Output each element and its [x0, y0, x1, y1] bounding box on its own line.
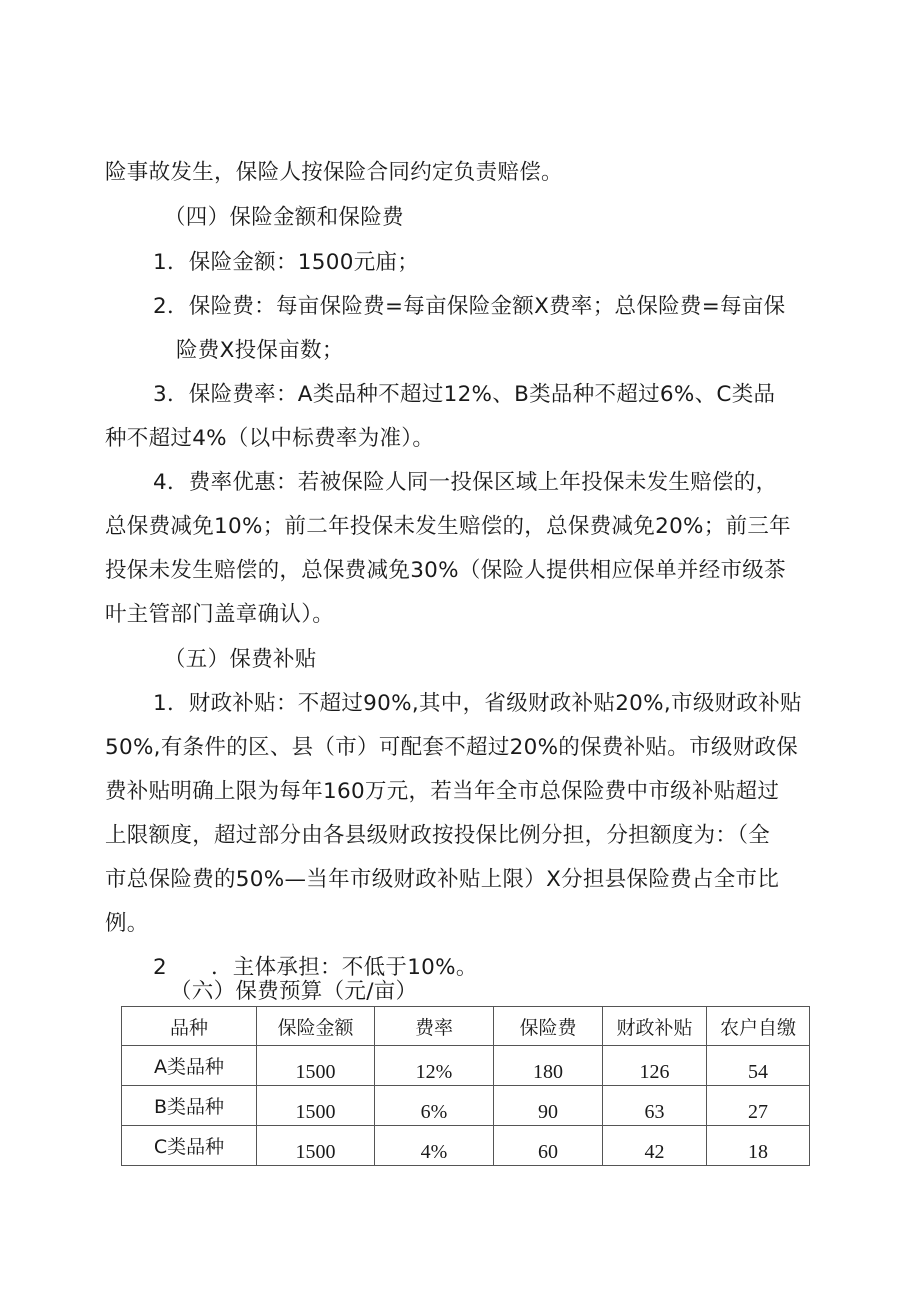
table-header-row: [122, 1007, 810, 1046]
cell-rate: 6%: [375, 1086, 494, 1126]
header-fiscal-subsidy: 财政补贴: [603, 1007, 707, 1046]
paragraph-line: 市总保险费的50%—当年市级财政补贴上限）X分担县保险费占全市比: [105, 867, 780, 892]
cell-rate: 4%: [375, 1126, 494, 1166]
cell-farmer-payment: 18: [707, 1126, 810, 1166]
paragraph-line: 种不超过4%（以中标费率为准）。: [105, 426, 435, 451]
cell-farmer-payment: 54: [707, 1046, 810, 1086]
cell-farmer-payment: 27: [707, 1086, 810, 1126]
section-heading-insurance-amount: （四）保险金额和保险费: [164, 205, 404, 230]
cell-insured-amount: 1500: [257, 1086, 375, 1126]
header-farmer-payment: 农户自缴: [707, 1007, 810, 1046]
cell-premium: 90: [494, 1086, 603, 1126]
paragraph-line: 例。: [105, 911, 149, 936]
paragraph-line: 1．财政补贴：不超过90%,其中，省级财政补贴20%,市级财政补贴: [153, 691, 802, 716]
cell-premium: 60: [494, 1126, 603, 1166]
cell-insured-amount: 1500: [257, 1126, 375, 1166]
paragraph-line: 3．保险费率：A类品种不超过12%、B类品种不超过6%、C类品: [153, 382, 776, 407]
cell-variety: B类品种: [122, 1086, 257, 1126]
paragraph-line: 2．保险费：每亩保险费=每亩保险金额X费率；总保险费=每亩保: [153, 294, 786, 319]
section-heading-premium-subsidy: （五）保费补贴: [164, 647, 317, 672]
paragraph-line: 50%,有条件的区、县（市）可配套不超过20%的保费补贴。市级财政保: [105, 735, 799, 760]
item2-number: 2: [153, 955, 167, 980]
table-row: [122, 1126, 810, 1166]
header-premium: 保险费: [494, 1007, 603, 1046]
header-variety: 品种: [122, 1007, 257, 1046]
cell-insured-amount: 1500: [257, 1046, 375, 1086]
table-row: [122, 1046, 810, 1086]
cell-variety: A类品种: [122, 1046, 257, 1086]
header-rate: 费率: [375, 1007, 494, 1046]
cell-premium: 180: [494, 1046, 603, 1086]
cell-rate: 12%: [375, 1046, 494, 1086]
cell-fiscal-subsidy: 126: [603, 1046, 707, 1086]
item2-text: ．主体承担：不低于10%。: [211, 955, 478, 980]
paragraph-line: 上限额度，超过部分由各县级财政按投保比例分担，分担额度为：（全: [105, 823, 771, 848]
paragraph-line: 费补贴明确上限为每年160万元，若当年全市总保险费中市级补贴超过: [105, 779, 780, 804]
table-title: （六）保费预算（元/亩）: [170, 979, 418, 1004]
paragraph-line: 1．保险金额：1500元庙；: [153, 250, 420, 275]
cell-fiscal-subsidy: 42: [603, 1126, 707, 1166]
paragraph-line: 投保未发生赔偿的，总保费减免30%（保险人提供相应保单并经市级茶: [105, 558, 786, 583]
paragraph-line: 叶主管部门盖章确认）。: [105, 602, 335, 627]
paragraph-line: 总保费减免10%；前二年投保未发生赔偿的，总保费减免20%；前三年: [105, 514, 791, 539]
header-insured-amount: 保险金额: [257, 1007, 375, 1046]
table-row: [122, 1086, 810, 1126]
paragraph-line: 险费X投保亩数；: [176, 338, 344, 363]
paragraph-line: 4．费率优惠：若被保险人同一投保区域上年投保未发生赔偿的，: [153, 470, 778, 495]
cell-variety: C类品种: [122, 1126, 257, 1166]
premium-budget-table: [121, 1006, 810, 1166]
cell-fiscal-subsidy: 63: [603, 1086, 707, 1126]
paragraph-line: 险事故发生，保险人按保险合同约定负责赔偿。: [105, 160, 563, 185]
